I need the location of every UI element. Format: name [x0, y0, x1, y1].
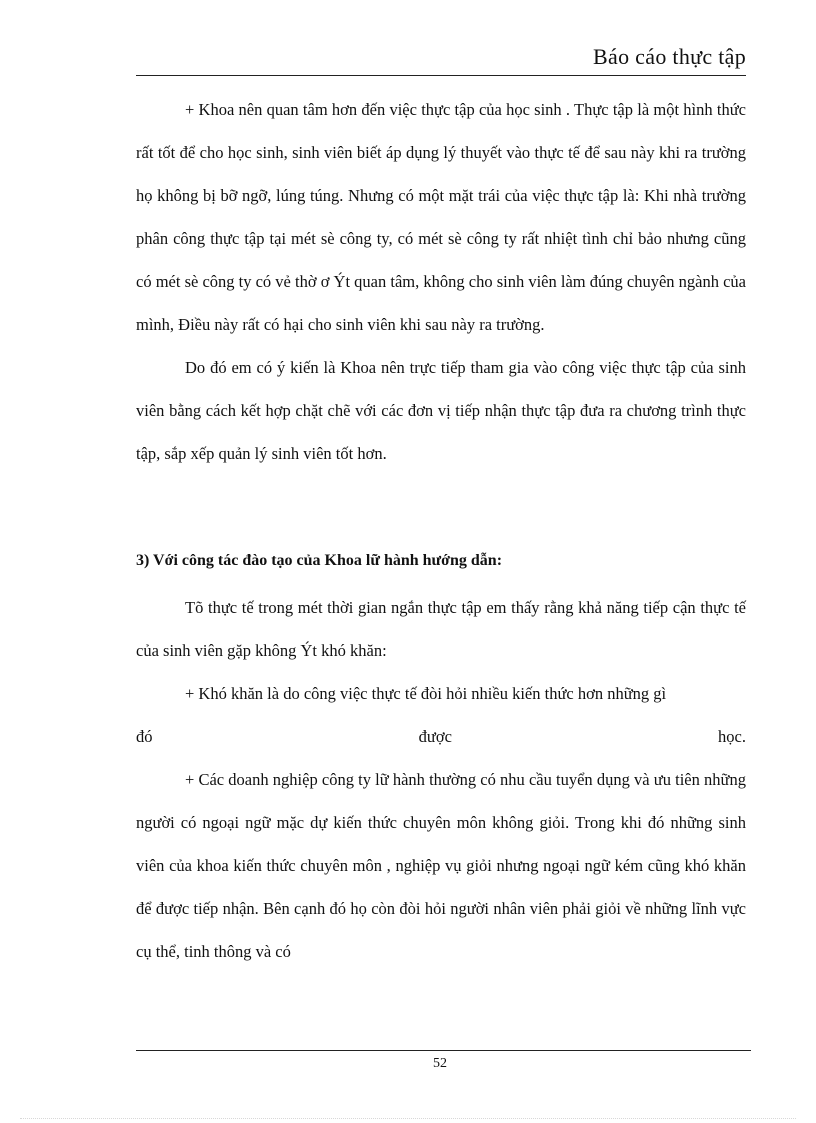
- paragraph: + Khoa nên quan tâm hơn đến việc thực tập của học sinh . Thực tập là một hình thức rất tốt để cho học sinh, sinh viên biết áp dụng lý thuyết vào thực tế để sau này khi ra trường họ không bị bỡ ngỡ, lúng túng. Nhưng có một mặt trái của việc thực tập là: Khi nhà trường phân công thực tập tại mét sè công ty, có mét sè công ty rất nhiệt tình chỉ bảo nhưng cũng có mét sè công ty có vẻ thờ ơ Ýt quan tâm, không cho sinh viên làm đúng chuyên ngành của mình, Điều này rất có hại cho sinh viên khi sau này ra trường.: [136, 100, 746, 334]
- paragraph: đó được học.: [136, 727, 746, 746]
- page-number: 52: [433, 1056, 447, 1071]
- section-heading: 3) Với công tác đào tạo của Khoa lữ hành hướng dẫn:: [136, 552, 503, 569]
- footer-divider: [136, 1050, 751, 1051]
- paragraph: + Các doanh nghiệp công ty lữ hành thường có nhu cầu tuyển dụng và ưu tiên những người có ngoại ngữ mặc dự kiến thức chuyên môn không giỏi. Trong khi đó những sinh viên của khoa kiến thức chuyên môn , nghiệp vụ giỏi nhưng ngoại ngữ kém cũng khó khăn để được tiếp nhận. Bên cạnh đó họ còn đòi hỏi người nhân viên phải giỏi về những lĩnh vực cụ thể, tinh thông và có: [136, 770, 746, 961]
- paragraph: Do đó em có ý kiến là Khoa nên trực tiếp tham gia vào công việc thực tập của sinh viên bằng cách kết hợp chặt chẽ với các đơn vị tiếp nhận thực tập đưa ra chương trình thực tập, sắp xếp quản lý sinh viên tốt hơn.: [136, 358, 746, 463]
- page-header-title: Báo cáo thực tập: [593, 44, 746, 69]
- paragraph: + Khó khăn là do công việc thực tế đòi hỏi nhiều kiến thức hơn những gì: [185, 684, 667, 703]
- paragraph: Tõ thực tế trong mét thời gian ngắn thực tập em thấy rằng khả năng tiếp cận thực tế của sinh viên gặp không Ýt khó khăn:: [136, 598, 746, 660]
- header-divider: [136, 75, 746, 76]
- body-section-b: [136, 586, 746, 973]
- page-edge-dots: [20, 1118, 796, 1119]
- body-section-a: [136, 88, 746, 475]
